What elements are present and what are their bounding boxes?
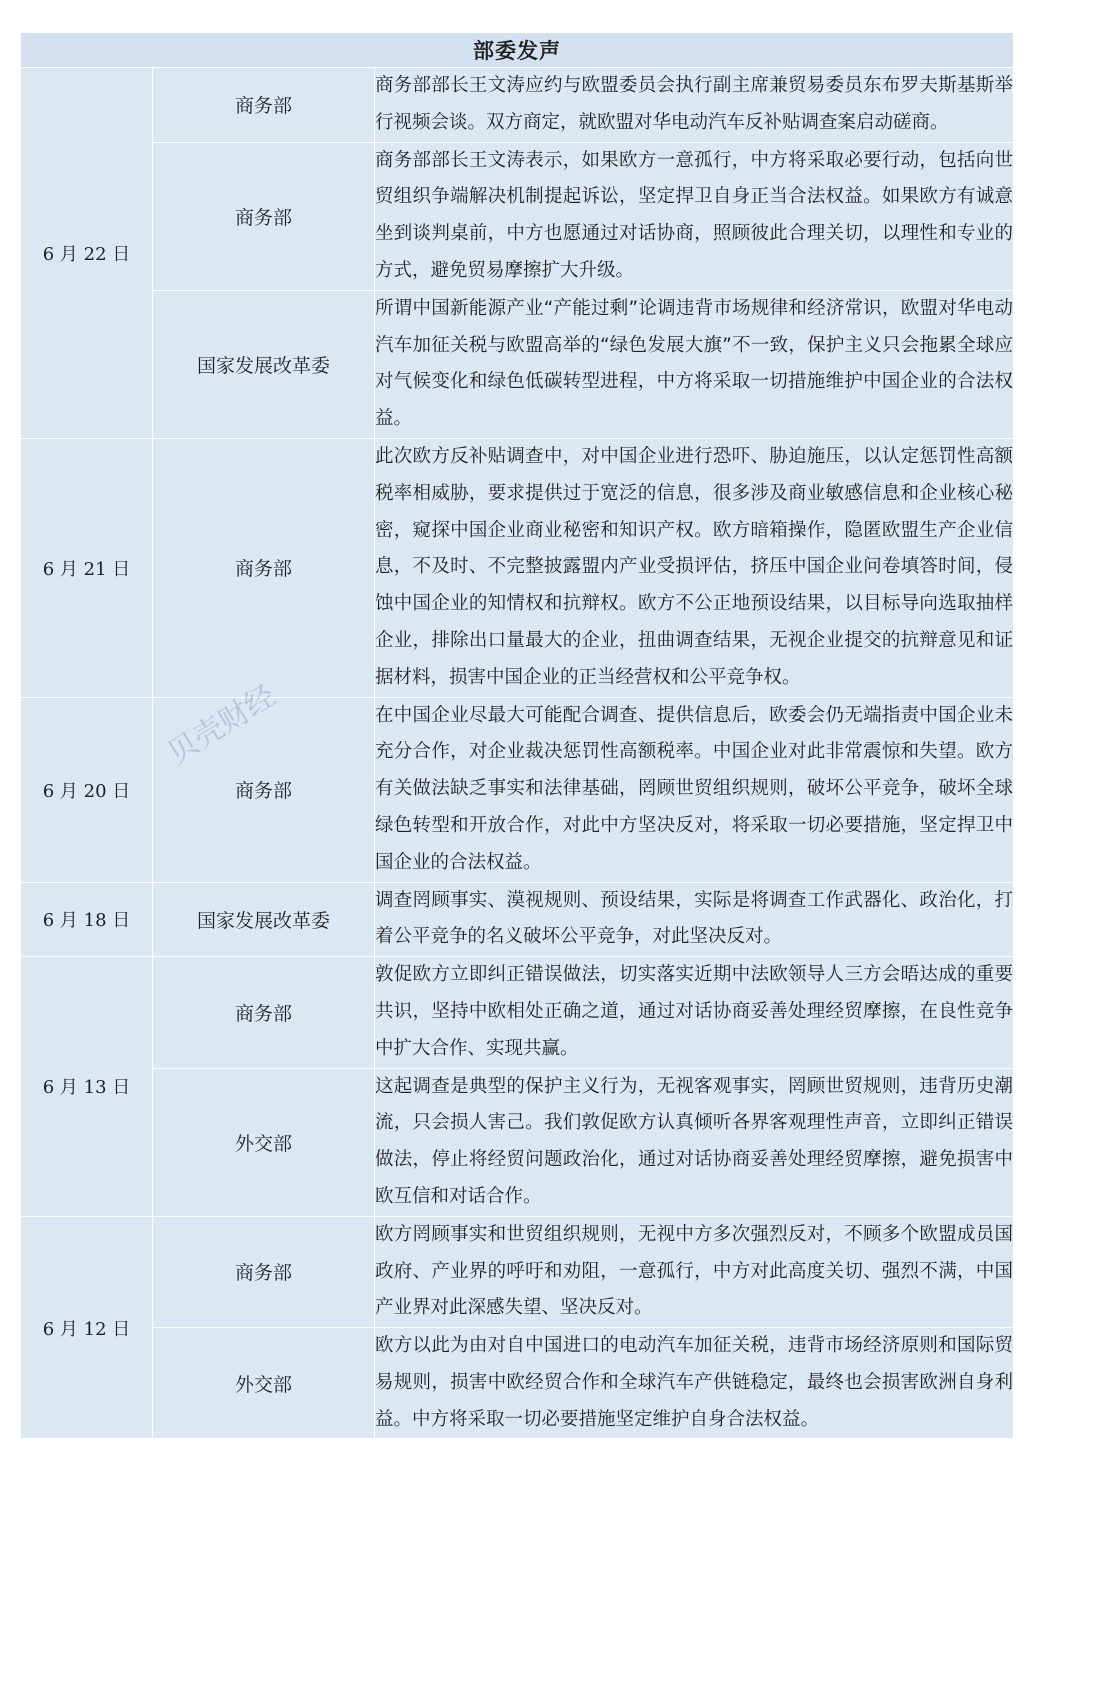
watermark: 贝壳财经 xyxy=(161,678,283,772)
statement-cell: 所谓中国新能源产业“产能过剩”论调违背市场规律和经济常识，欧盟对华电动汽车加征关税与欧盟高举的“绿色发展大旗”不一致，保护主义只会拖累全球应对气候变化和绿色低碳转型进程，中方将采取一切措施维护中国企业的合法权益。 xyxy=(375,290,1014,438)
statement-cell: 欧方以此为由对自中国进口的电动汽车加征关税，违背市场经济原则和国际贸易规则，损害中欧经贸合作和全球汽车产供链稳定，最终也会损害欧洲自身利益。中方将采取一切必要措施坚定维护自身合法权益。 xyxy=(375,1328,1014,1439)
table-row xyxy=(21,1068,1014,1216)
department-cell: 国家发展改革委 xyxy=(153,882,375,957)
table-row xyxy=(21,290,1014,438)
date-cell: 6 月 13 日 xyxy=(21,957,153,1217)
department-cell: 商务部 xyxy=(153,1216,375,1327)
department-cell: 外交部 xyxy=(153,1328,375,1439)
table-row xyxy=(21,957,1014,1068)
statement-cell: 欧方罔顾事实和世贸组织规则，无视中方多次强烈反对，不顾多个欧盟成员国政府、产业界的呼吁和劝阻，一意孤行，中方对此高度关切、强烈不满，中国产业界对此深感失望、坚决反对。 xyxy=(375,1216,1014,1327)
statement-cell: 在中国企业尽最大可能配合调查、提供信息后，欧委会仍无端指责中国企业未充分合作，对企业裁决惩罚性高额税率。中国企业对此非常震惊和失望。欧方有关做法缺乏事实和法律基础，罔顾世贸组织规则，破坏公平竞争，破坏全球绿色转型和开放合作，对此中方坚决反对，将采取一切必要措施，坚定捍卫中国企业的合法权益。 xyxy=(375,697,1014,882)
statement-cell: 这起调查是典型的保护主义行为，无视客观事实，罔顾世贸规则，违背历史潮流，只会损人害己。我们敦促欧方认真倾听各界客观理性声音，立即纠正错误做法，停止将经贸问题政治化，通过对话协商妥善处理经贸摩擦，避免损害中欧互信和对话合作。 xyxy=(375,1068,1014,1216)
statement-cell: 商务部部长王文涛应约与欧盟委员会执行副主席兼贸易委员东布罗夫斯基斯举行视频会谈。双方商定，就欧盟对华电动汽车反补贴调查案启动磋商。 xyxy=(375,68,1014,143)
statement-cell: 敦促欧方立即纠正错误做法，切实落实近期中法欧领导人三方会晤达成的重要共识，坚持中欧相处正确之道，通过对话协商妥善处理经贸摩擦，在良性竞争中扩大合作、实现共赢。 xyxy=(375,957,1014,1068)
table-row xyxy=(21,438,1014,697)
date-cell: 6 月 22 日 xyxy=(21,68,153,439)
table-row xyxy=(21,1216,1014,1327)
statements-table xyxy=(20,32,1014,1439)
department-cell: 国家发展改革委 xyxy=(153,290,375,438)
department-cell: 商务部 xyxy=(153,438,375,697)
department-cell: 商务部 xyxy=(153,697,375,882)
statement-cell: 商务部部长王文涛表示，如果欧方一意孤行，中方将采取必要行动，包括向世贸组织争端解决机制提起诉讼，坚定捍卫自身正当合法权益。如果欧方有诚意坐到谈判桌前，中方也愿通过对话协商，照顾彼此合理关切，以理性和专业的方式，避免贸易摩擦扩大升级。 xyxy=(375,142,1014,290)
department-cell: 外交部 xyxy=(153,1068,375,1216)
department-cell: 商务部 xyxy=(153,957,375,1068)
date-cell: 6 月 12 日 xyxy=(21,1216,153,1439)
table-row xyxy=(21,697,1014,882)
statement-cell: 此次欧方反补贴调查中，对中国企业进行恐吓、胁迫施压，以认定惩罚性高额税率相威胁，要求提供过于宽泛的信息，很多涉及商业敏感信息和企业核心秘密，窥探中国企业商业秘密和知识产权。欧方暗箱操作，隐匿欧盟生产企业信息，不及时、不完整披露盟内产业受损评估，挤压中国企业问卷填答时间，侵蚀中国企业的知情权和抗辩权。欧方不公正地预设结果，以目标导向选取抽样企业，排除出口量最大的企业，扭曲调查结果，无视企业提交的抗辩意见和证据材料，损害中国企业的正当经营权和公平竞争权。 xyxy=(375,438,1014,697)
table-row xyxy=(21,142,1014,290)
department-cell: 商务部 xyxy=(153,68,375,143)
table-row xyxy=(21,882,1014,957)
date-cell: 6 月 20 日 xyxy=(21,697,153,882)
statement-cell: 调查罔顾事实、漠视规则、预设结果，实际是将调查工作武器化、政治化，打着公平竞争的名义破坏公平竞争，对此坚决反对。 xyxy=(375,882,1014,957)
department-cell: 商务部 xyxy=(153,142,375,290)
table-body xyxy=(21,68,1014,1439)
date-cell: 6 月 18 日 xyxy=(21,882,153,957)
table-row xyxy=(21,1328,1014,1439)
table-row xyxy=(21,68,1014,143)
table-title: 部委发声 xyxy=(21,33,1014,68)
table-header-row xyxy=(21,33,1014,68)
date-cell: 6 月 21 日 xyxy=(21,438,153,697)
